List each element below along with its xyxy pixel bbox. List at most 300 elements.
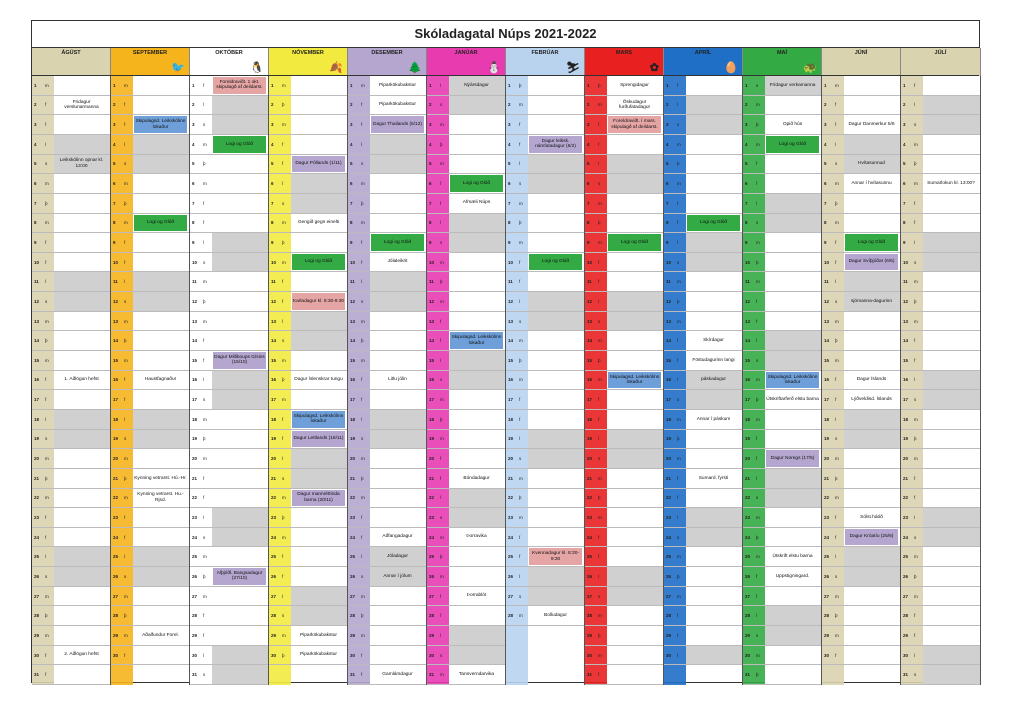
calendar-event[interactable]: Logi og Glóð <box>687 215 740 232</box>
weekday-letter: s <box>598 593 601 599</box>
weekday-letter: s <box>756 357 759 363</box>
day-cell <box>427 665 506 685</box>
day-number: 16 <box>350 377 356 383</box>
day-number: 15 <box>903 357 909 363</box>
calendar-event[interactable]: Bóndadagur <box>463 475 490 481</box>
calendar-event[interactable]: Litlu jólin <box>388 377 407 383</box>
day-number: 1 <box>903 82 906 88</box>
weekday-letter: f <box>282 298 284 304</box>
weekday-letter: m <box>361 82 365 88</box>
day-number: 10 <box>587 259 593 265</box>
day-number: 5 <box>824 161 827 167</box>
day-cell <box>32 371 111 391</box>
calendar-event[interactable]: Dagur Noregs (17/5) <box>766 450 819 467</box>
weekday-letter: þ <box>914 436 917 442</box>
month-column-6 <box>506 76 585 685</box>
day-cell <box>585 292 664 312</box>
month-header-5 <box>427 48 506 76</box>
day-cell <box>427 76 506 96</box>
day-cell <box>822 292 901 312</box>
weekday-letter: þ <box>440 279 443 285</box>
day-cell <box>190 665 269 685</box>
weekday-letter: l <box>203 515 204 520</box>
day-number: 23 <box>666 515 672 520</box>
day-number: 26 <box>113 573 119 579</box>
calendar-event[interactable]: Skipulagsd. Leikskólinn lokaður <box>766 372 819 389</box>
day-number: 20 <box>666 456 672 462</box>
weekday-letter: s <box>440 515 443 520</box>
calendar-event[interactable]: Nýársdagur <box>464 82 489 88</box>
day-number: 6 <box>587 181 590 187</box>
calendar-event[interactable]: Skipulagsd. Leikskólinn lokaður <box>292 411 345 428</box>
weekday-letter: f <box>756 161 758 167</box>
calendar-event[interactable]: Leikskólinn opnar kl. 13:00 <box>59 158 104 169</box>
weekday-letter: s <box>361 298 364 304</box>
calendar-event[interactable]: Útskriftarferð elstu barna <box>766 396 819 402</box>
day-number: 9 <box>824 239 827 245</box>
weekday-letter: s <box>519 593 522 599</box>
calendar-event[interactable]: Gamlársdagur <box>382 671 413 677</box>
calendar-event[interactable]: Hvítasunnud <box>858 161 885 167</box>
day-number: 6 <box>903 181 906 187</box>
calendar-event[interactable]: Tannverndarvika <box>458 671 495 677</box>
day-number: 30 <box>745 652 751 658</box>
day-cell <box>585 430 664 450</box>
calendar-event[interactable]: Dagur Króatíu (25/6) <box>845 529 898 546</box>
weekday-letter: m <box>598 515 602 520</box>
day-cell <box>506 155 585 175</box>
day-cell <box>427 155 506 175</box>
day-number: 11 <box>508 279 513 285</box>
day-number: 14 <box>350 338 356 344</box>
day-cell <box>269 214 348 234</box>
day-number: 18 <box>271 416 277 422</box>
day-number: 30 <box>824 652 830 658</box>
day-number: 8 <box>587 220 590 226</box>
calendar-event[interactable]: Þorravika <box>466 534 487 540</box>
weekday-letter: m <box>45 495 49 501</box>
day-number: 1 <box>34 82 37 88</box>
weekday-letter: f <box>282 416 284 422</box>
day-number: 17 <box>34 397 40 403</box>
day-number: 21 <box>429 475 435 481</box>
day-cell <box>743 135 822 155</box>
day-number: 25 <box>587 554 593 560</box>
calendar-event[interactable]: Föstudagurinn langi <box>692 357 735 363</box>
day-number: 28 <box>903 613 909 619</box>
calendar-event[interactable]: Sprengidagur <box>620 82 649 88</box>
day-cell <box>111 155 190 175</box>
day-cell <box>111 351 190 371</box>
day-cell <box>111 272 190 292</box>
weekday-letter: s <box>361 161 364 167</box>
calendar-event[interactable]: Logi og Glóð <box>371 234 424 251</box>
weekday-letter: s <box>282 200 285 206</box>
calendar-event[interactable]: Logi og Glóð <box>845 234 898 251</box>
day-cell <box>427 567 506 587</box>
day-number: 1 <box>745 82 748 88</box>
weekday-letter: f <box>756 573 758 579</box>
calendar-event[interactable]: Kynning vetrarst. Hu.-Rjsd. <box>137 492 184 503</box>
month-header-7 <box>585 48 664 76</box>
weekday-letter: m <box>124 593 128 599</box>
day-number: 11 <box>429 279 434 285</box>
weekday-letter: f <box>440 200 442 206</box>
weekday-letter: þ <box>835 200 838 206</box>
weekday-letter: l <box>440 357 441 363</box>
day-cell <box>111 626 190 646</box>
calendar-event[interactable]: Gengið gegn einelti <box>297 220 340 226</box>
weekday-letter: s <box>756 632 759 638</box>
calendar-event[interactable]: Bolludagur <box>544 613 567 619</box>
day-number: 28 <box>824 613 830 619</box>
weekday-letter: l <box>598 161 599 167</box>
day-cell <box>348 665 427 685</box>
calendar-event[interactable]: Dagur Danmerkur 5/6 <box>848 121 895 127</box>
weekday-letter: f <box>124 122 126 128</box>
weekday-letter: þ <box>677 298 680 304</box>
calendar-event[interactable]: Dagur leiksk. námfatadagur (6/2) <box>529 136 582 153</box>
calendar-event[interactable]: Haustfagnaður <box>144 377 177 383</box>
weekday-letter: þ <box>45 613 48 619</box>
day-number: 28 <box>745 613 751 619</box>
calendar-event[interactable]: Piparkökubakstur <box>299 632 338 638</box>
weekday-letter: f <box>677 338 679 344</box>
day-number: 21 <box>350 475 356 481</box>
calendar-event[interactable]: Jólaleikrit <box>387 259 408 265</box>
calendar-event[interactable]: Skipulagsd. Leikskólinn lokaður <box>134 116 187 133</box>
day-number: 22 <box>824 495 830 501</box>
weekday-letter: f <box>519 416 521 422</box>
weekday-letter: l <box>45 416 46 422</box>
day-cell <box>269 292 348 312</box>
day-cell <box>743 528 822 548</box>
weekday-letter: s <box>756 220 759 226</box>
day-number: 11 <box>192 279 197 285</box>
day-cell <box>743 665 822 685</box>
day-cell <box>269 547 348 567</box>
day-cell <box>190 272 269 292</box>
calendar-event[interactable]: Öskudagur furðufatadagur <box>618 99 651 110</box>
month-name: MARS <box>615 50 633 56</box>
day-cell <box>664 567 743 587</box>
calendar-event[interactable]: Annar í hvítasunnu <box>851 180 892 186</box>
day-number: 10 <box>508 259 514 265</box>
day-number: 18 <box>745 416 751 422</box>
day-cell <box>822 331 901 351</box>
day-number: 20 <box>903 456 909 462</box>
day-cell <box>901 390 981 410</box>
day-number: 3 <box>113 122 116 128</box>
day-cell <box>664 194 743 214</box>
calendar-event[interactable]: Dagur mannréttinda barna (20/11) <box>292 490 345 507</box>
day-cell <box>822 626 901 646</box>
day-number: 24 <box>271 534 277 540</box>
weekday-letter: l <box>756 200 757 206</box>
day-number: 13 <box>113 318 119 324</box>
weekday-letter: þ <box>914 161 917 167</box>
day-cell <box>822 606 901 626</box>
day-number: 25 <box>34 554 40 560</box>
day-cell <box>111 449 190 469</box>
weekday-letter: l <box>756 338 757 344</box>
calendar-event[interactable]: Kvennadagur kl. 8:30-9:30 <box>529 548 582 565</box>
day-number: 10 <box>429 259 435 265</box>
month-header-8 <box>664 48 743 76</box>
day-cell <box>427 115 506 135</box>
weekday-letter: s <box>440 102 443 108</box>
calendar-event[interactable]: Afmæli Núps <box>462 200 491 206</box>
day-cell <box>190 469 269 489</box>
calendar-event[interactable]: Piparkökubakstur <box>378 102 417 108</box>
day-cell <box>585 312 664 332</box>
day-number: 9 <box>508 239 511 245</box>
day-number: 28 <box>113 613 119 619</box>
day-cell <box>506 528 585 548</box>
day-cell <box>822 430 901 450</box>
weekday-letter: l <box>361 279 362 285</box>
day-cell <box>822 449 901 469</box>
day-number: 18 <box>508 416 514 422</box>
weekday-letter: þ <box>835 475 838 481</box>
weekday-letter: l <box>835 554 836 560</box>
calendar-event[interactable]: Frídagur verkamanna <box>769 82 816 88</box>
day-number: 3 <box>271 122 274 128</box>
day-number: 12 <box>192 298 198 304</box>
day-cell <box>32 626 111 646</box>
day-cell <box>743 547 822 567</box>
day-cell <box>506 194 585 214</box>
day-cell <box>190 547 269 567</box>
day-cell <box>506 351 585 371</box>
day-cell <box>822 155 901 175</box>
weekday-letter: m <box>282 82 286 88</box>
calendar-event[interactable]: Karladagur kl. 8:30-9:30 <box>292 293 345 310</box>
day-number: 28 <box>34 613 40 619</box>
day-number: 5 <box>350 161 353 167</box>
weekday-letter: f <box>45 397 47 403</box>
day-cell <box>743 567 822 587</box>
weekday-letter: f <box>124 259 126 265</box>
calendar-event[interactable]: Útskrift elstu barna <box>772 554 813 560</box>
bird-icon: 🐧 <box>250 62 264 74</box>
calendar-event[interactable]: Þorrablót <box>466 593 487 599</box>
calendar-sheet <box>31 20 980 683</box>
day-cell <box>190 331 269 351</box>
day-number: 9 <box>745 239 748 245</box>
calendar-event[interactable]: Dagur Thailands (5/12) <box>371 116 424 133</box>
day-cell <box>585 174 664 194</box>
day-number: 24 <box>666 534 672 540</box>
day-cell <box>269 194 348 214</box>
day-number: 4 <box>113 141 116 147</box>
weekday-letter: m <box>361 456 365 462</box>
weekday-letter: f <box>519 122 521 128</box>
calendar-event[interactable]: Dagur Milliboups Gísins (15/10) <box>213 352 266 369</box>
day-cell <box>822 390 901 410</box>
day-number: 22 <box>113 495 119 501</box>
day-cell <box>190 567 269 587</box>
weekday-letter: m <box>598 652 602 658</box>
calendar-event[interactable]: Piparkökubakstur <box>378 82 417 88</box>
weekday-letter: s <box>835 573 838 579</box>
weekday-letter: þ <box>598 495 601 501</box>
weekday-letter: þ <box>519 220 522 226</box>
weekday-letter: l <box>203 102 204 108</box>
calendar-event[interactable]: Dagur Svíþjóðar (6/6) <box>845 254 898 271</box>
day-cell <box>190 508 269 528</box>
day-cell <box>743 489 822 509</box>
day-number: 16 <box>429 377 435 383</box>
calendar-event[interactable]: Lýðveldisd. Íslands <box>851 396 892 402</box>
weekday-letter: f <box>361 652 363 658</box>
day-cell <box>901 331 981 351</box>
day-cell <box>32 331 111 351</box>
day-number: 22 <box>745 495 751 501</box>
month-column-4 <box>348 76 427 685</box>
calendar-event[interactable]: Logi og Glóð <box>292 254 345 271</box>
calendar-event[interactable]: Aðalfundur Forel. <box>142 632 179 638</box>
weekday-letter: m <box>677 279 681 285</box>
calendar-event[interactable]: Sumarlokun kl. 13:00? <box>927 180 975 186</box>
calendar-event[interactable]: Uppstigningard. <box>775 573 810 579</box>
day-number: 26 <box>429 573 435 579</box>
day-number: 13 <box>350 318 356 324</box>
calendar-event[interactable]: Logi og Glóð <box>134 215 187 232</box>
day-cell <box>743 115 822 135</box>
day-number: 21 <box>666 475 672 481</box>
weekday-letter: l <box>756 475 757 481</box>
day-number: 30 <box>666 652 672 658</box>
calendar-event[interactable]: Jóladagur <box>386 554 409 560</box>
calendar-event[interactable]: Foreldraviðt. í mars. skipulagð af deildarst. <box>608 116 661 133</box>
day-number: 3 <box>508 122 511 128</box>
day-number: 7 <box>508 200 511 206</box>
calendar-event[interactable]: 1. Aðlögun hefst <box>64 377 99 383</box>
day-cell <box>190 351 269 371</box>
day-cell <box>743 331 822 351</box>
calendar-event[interactable]: Logi og Glóð <box>529 254 582 271</box>
day-number: 22 <box>34 495 40 501</box>
weekday-letter: m <box>756 141 760 147</box>
calendar-event[interactable]: Dagur Póllands (1/11) <box>292 156 345 173</box>
calendar-event[interactable]: Aðfangadagur <box>382 534 413 540</box>
day-number: 10 <box>350 259 356 265</box>
calendar-event[interactable]: Piparkökubakstur <box>299 652 338 658</box>
weekday-letter: f <box>45 259 47 265</box>
day-number: 27 <box>903 593 909 599</box>
weekday-letter: l <box>914 377 915 383</box>
day-cell <box>822 96 901 116</box>
calendar-event[interactable]: Dagur Íslands <box>856 377 887 383</box>
day-cell <box>585 410 664 430</box>
day-cell <box>32 489 111 509</box>
day-number: 5 <box>508 161 511 167</box>
day-number: 19 <box>745 436 751 442</box>
day-cell <box>427 528 506 548</box>
calendar-event[interactable]: Logi og Glóð <box>450 175 503 192</box>
calendar-event[interactable]: Skipulagsd. Leikskólinn lokaður <box>450 332 503 349</box>
calendar-event[interactable]: Opið hús <box>782 121 803 127</box>
calendar-event[interactable]: Logi og Glóð <box>213 136 266 153</box>
calendar-event[interactable]: Fridagur verslunarmanna <box>64 99 99 110</box>
weekday-letter: f <box>45 534 47 540</box>
calendar-event[interactable]: 2. Aðlögun hefst <box>64 652 99 658</box>
day-cell <box>32 233 111 253</box>
day-number: 4 <box>192 141 195 147</box>
weekday-letter: þ <box>677 436 680 442</box>
weekday-letter: m <box>914 416 918 422</box>
weekday-letter: þ <box>45 475 48 481</box>
day-number: 2 <box>824 102 827 108</box>
weekday-letter: l <box>440 632 441 638</box>
weekday-letter: þ <box>282 652 285 658</box>
day-cell <box>269 489 348 509</box>
day-cell <box>427 646 506 666</box>
calendar-event[interactable]: Kynning vetrarst. Hú.-Hr. <box>134 475 187 481</box>
day-number: 17 <box>271 397 277 403</box>
calendar-event[interactable]: Dagur íslenskrar tungu <box>294 377 343 383</box>
day-number: 31 <box>192 672 198 678</box>
day-number: 17 <box>745 397 751 403</box>
calendar-event[interactable]: Skírdagur <box>703 337 724 343</box>
day-cell <box>743 253 822 273</box>
day-number: 13 <box>34 318 40 324</box>
weekday-letter: f <box>677 357 679 363</box>
day-number: 2 <box>508 102 511 108</box>
weekday-letter: m <box>45 632 49 638</box>
day-number: 27 <box>113 593 119 599</box>
tree-icon: 🌲 <box>408 62 422 74</box>
day-cell <box>901 410 981 430</box>
calendar-event[interactable]: Logi og Glóð <box>608 234 661 251</box>
calendar-event[interactable]: Dagur Lettlands (18/11) <box>292 431 345 448</box>
weekday-letter: s <box>361 436 364 442</box>
calendar-event[interactable]: Skipulagsd. Leikskólinn lokaður <box>608 372 661 389</box>
day-cell <box>664 174 743 194</box>
calendar-event[interactable]: páskadagur <box>700 377 727 383</box>
day-cell <box>901 351 981 371</box>
day-number: 8 <box>666 220 669 226</box>
calendar-event[interactable]: Foreldraviðt. 1 okt. skipulagð af deildarst. <box>213 77 266 94</box>
day-number: 15 <box>271 357 277 363</box>
day-number: 21 <box>34 475 40 481</box>
calendar-event[interactable]: Alþjóðl. Bangsadagur (27/10) <box>213 568 266 585</box>
calendar-event[interactable]: Sumard. fyrsti <box>698 475 729 481</box>
weekday-letter: f <box>203 495 205 501</box>
day-number: 24 <box>34 534 40 540</box>
day-cell <box>269 626 348 646</box>
day-number: 22 <box>508 495 514 501</box>
month-column-5 <box>427 76 506 685</box>
day-cell <box>32 410 111 430</box>
weekday-letter: m <box>756 416 760 422</box>
calendar-event[interactable]: Sólst.hátíð <box>860 514 883 520</box>
calendar-event[interactable]: sjómanna-dagurinn <box>850 298 893 304</box>
weekday-letter: f <box>519 279 521 285</box>
calendar-event[interactable]: Logi og Glóð <box>766 136 819 153</box>
day-cell <box>901 272 981 292</box>
weekday-letter: m <box>519 613 523 619</box>
day-number: 12 <box>350 298 356 304</box>
weekday-letter: f <box>45 672 47 678</box>
calendar-event[interactable]: Annar í jólum <box>383 573 412 579</box>
weekday-letter: f <box>361 122 363 128</box>
day-number: 23 <box>745 515 751 520</box>
day-number: 17 <box>113 397 119 403</box>
calendar-event[interactable]: Annar í páskum <box>696 416 731 422</box>
day-cell <box>822 76 901 96</box>
